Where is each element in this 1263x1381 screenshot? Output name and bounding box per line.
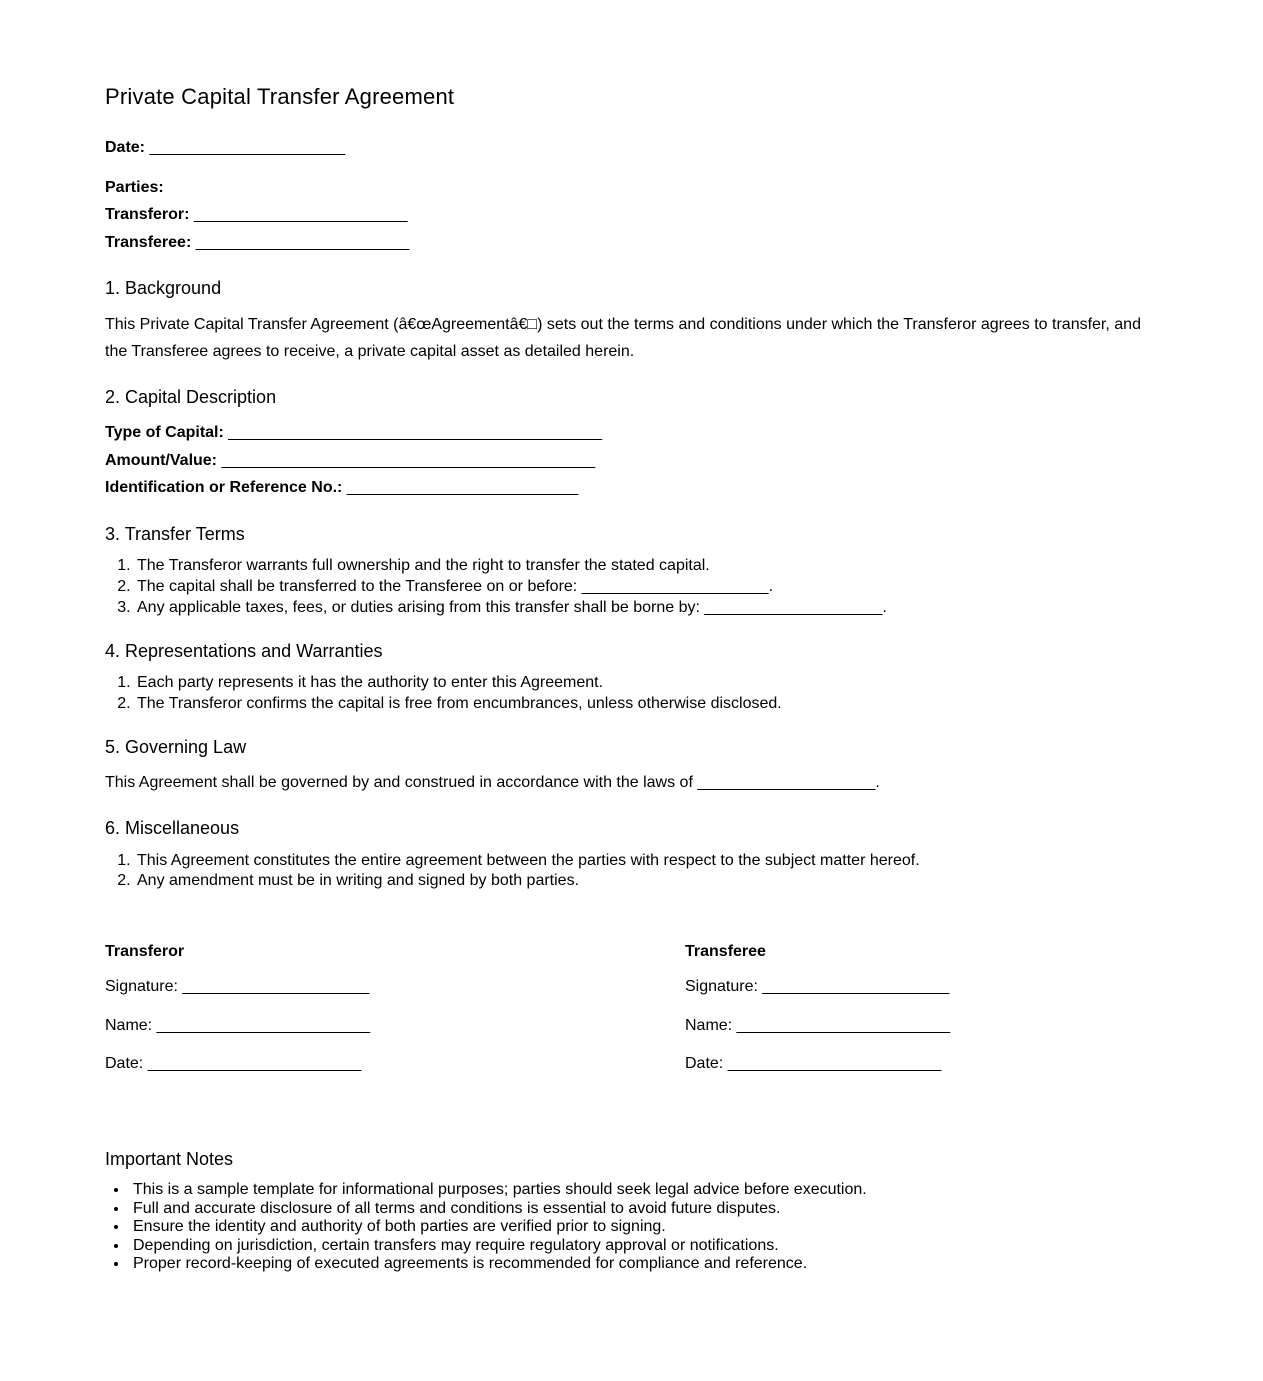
capital-description-fields: [105, 419, 1158, 502]
identification-reference-blank-line: __________________________: [346, 479, 579, 497]
transferor-name-label: Name:: [105, 1016, 153, 1034]
transferor-blank-line: ________________________: [193, 206, 408, 224]
date-label: Date:: [105, 139, 146, 157]
important-note-item: • Depending on jurisdiction, certain transfers may require regulatory approval or notifications.: [129, 1237, 1158, 1255]
transferee-signature-column: [685, 940, 1158, 1090]
important-note-item: • This is a sample template for informational purposes; parties should seek legal advice before execution.: [129, 1181, 1158, 1199]
section-heading-governing-law: 5. Governing Law: [105, 736, 247, 757]
transferee-signature-label: Signature:: [685, 978, 758, 996]
transferor-signature-column: [105, 940, 685, 1090]
miscellaneous-list: [105, 851, 1158, 893]
transferor-signature-label: Signature:: [105, 978, 178, 996]
identification-reference-label: Identification or Reference No.:: [105, 479, 343, 497]
type-of-capital-label: Type of Capital:: [105, 424, 224, 442]
transferor-signature-heading: Transferor: [105, 943, 185, 961]
transferor-label: Transferor:: [105, 206, 190, 224]
section-heading-background: 1. Background: [105, 278, 222, 299]
transferor-name-row: [105, 1013, 685, 1039]
governing-law-paragraph: This Agreement shall be governed by and construed in accordance with the laws of ____________________.: [105, 773, 880, 791]
important-notes-list: [105, 1181, 1158, 1273]
miscellaneous-item: 2. Any amendment must be in writing and signed by both parties.: [135, 871, 1158, 892]
important-note-item: • Ensure the identity and authority of both parties are verified prior to signing.: [129, 1218, 1158, 1236]
transferor-date-row: [105, 1051, 685, 1077]
transfer-terms-item: 1. The Transferor warrants full ownership and the right to transfer the stated capital.: [135, 556, 1158, 577]
section-heading-important-notes: Important Notes: [105, 1148, 234, 1169]
transferee-name-label: Name:: [685, 1016, 733, 1034]
section-heading-miscellaneous: 6. Miscellaneous: [105, 818, 240, 839]
transfer-terms-list: [105, 556, 1158, 618]
type-of-capital-blank-line: __________________________________________: [228, 424, 603, 442]
important-note-item: • Full and accurate disclosure of all terms and conditions is essential to avoid future disputes.: [129, 1200, 1158, 1218]
transferee-signature-row: [685, 974, 1158, 1000]
important-note-item: • Proper record-keeping of executed agreements is recommended for compliance and reference.: [129, 1255, 1158, 1273]
section-heading-representations: 4. Representations and Warranties: [105, 640, 383, 661]
transferee-name-blank-line: ________________________: [736, 1016, 951, 1034]
transferee-date-row: [685, 1051, 1158, 1077]
transferor-date-label: Date:: [105, 1055, 144, 1073]
transferee-signature-heading: Transferee: [685, 943, 766, 961]
amount-value-label: Amount/Value:: [105, 451, 218, 469]
transferor-name-blank-line: ________________________: [156, 1016, 371, 1034]
transferee-date-blank-line: ________________________: [727, 1055, 942, 1073]
transferor-signature-blank-line: _____________________: [182, 978, 370, 996]
representations-item: 1. Each party represents it has the authority to enter this Agreement.: [135, 673, 1158, 694]
date-field-line: [105, 134, 1158, 161]
section-heading-capital-description: 2. Capital Description: [105, 386, 277, 407]
transferee-name-row: [685, 1013, 1158, 1039]
parties-label: Parties:: [105, 178, 164, 196]
section-heading-transfer-terms: 3. Transfer Terms: [105, 523, 245, 544]
transferee-signature-blank-line: _____________________: [762, 978, 950, 996]
transferee-blank-line: ________________________: [195, 233, 410, 251]
transferor-date-blank-line: ________________________: [147, 1055, 362, 1073]
transferor-signature-row: [105, 974, 685, 1000]
transferee-label: Transferee:: [105, 233, 192, 251]
amount-value-blank-line: __________________________________________: [221, 451, 596, 469]
representations-list: [105, 673, 1158, 715]
date-blank-line: ______________________: [149, 139, 346, 157]
signature-section: [105, 940, 1158, 1090]
transferee-date-label: Date:: [685, 1055, 724, 1073]
document-title: Private Capital Transfer Agreement: [105, 84, 455, 109]
representations-item: 2. The Transferor confirms the capital is free from encumbrances, unless otherwise disclosed.: [135, 694, 1158, 715]
background-paragraph: This Private Capital Transfer Agreement (â€œAgreementâ€□) sets out the terms and conditions under which the Transferor agrees to transfer, and the Transferee agrees to receive, a private capital asset as detailed herein.: [105, 315, 1141, 360]
transfer-terms-item: 2. The capital shall be transferred to the Transferee on or before: _____________________.: [135, 577, 1158, 598]
transfer-terms-item: 3. Any applicable taxes, fees, or duties arising from this transfer shall be borne by: ____________________.: [135, 598, 1158, 619]
parties-block: [105, 174, 1158, 257]
miscellaneous-item: 1. This Agreement constitutes the entire agreement between the parties with respect to the subject matter hereof.: [135, 851, 1158, 872]
